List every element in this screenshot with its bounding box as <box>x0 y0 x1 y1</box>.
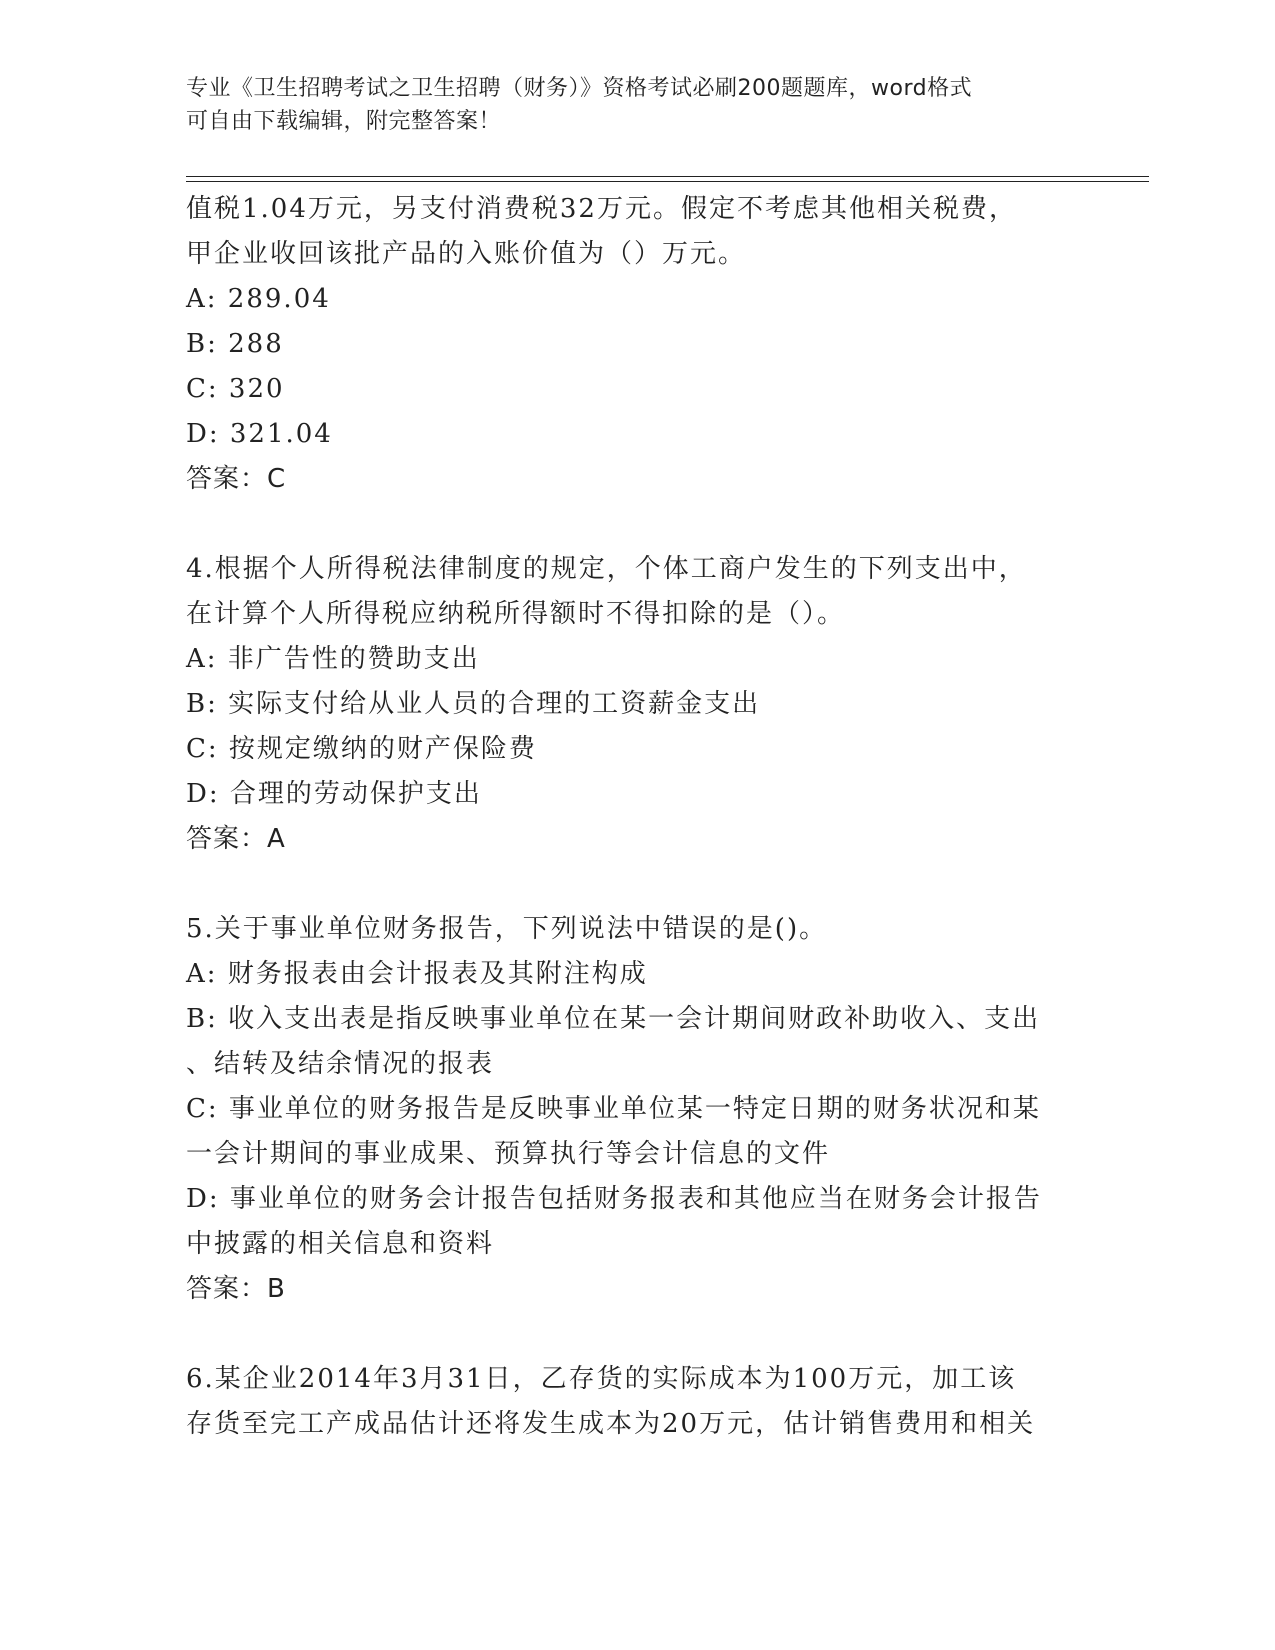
option-c: C: 320 <box>186 374 285 404</box>
option-b: B: 288 <box>186 329 284 359</box>
option-a: A: 财务报表由会计报表及其附注构成 <box>186 959 648 989</box>
question-stem-line: 甲企业收回该批产品的入账价值为（）万元。 <box>186 239 747 269</box>
question-stem-line: 6.某企业2014年3月31日，乙存货的实际成本为100万元，加工该 <box>186 1364 1017 1394</box>
question-stem-line: 5.关于事业单位财务报告，下列说法中错误的是()。 <box>186 914 828 944</box>
answer: 答案：B <box>186 1274 286 1304</box>
question-6 <box>186 1357 1086 1447</box>
option-b: B: 实际支付给从业人员的合理的工资薪金支出 <box>186 689 761 719</box>
option-d: D: 321.04 <box>186 419 333 449</box>
option-b: B: 收入支出表是指反映事业单位在某一会计期间财政补助收入、支出 <box>186 1004 1041 1034</box>
option-c-continued: 一会计期间的事业成果、预算执行等会计信息的文件 <box>186 1139 831 1169</box>
answer: 答案：A <box>186 824 286 854</box>
option-c: C: 按规定缴纳的财产保险费 <box>186 734 537 764</box>
answer: 答案：C <box>186 464 287 494</box>
option-a: A: 非广告性的赞助支出 <box>186 644 480 674</box>
option-d: D: 事业单位的财务会计报告包括财务报表和其他应当在财务会计报告 <box>186 1184 1042 1214</box>
header-line-1: 专业《卫生招聘考试之卫生招聘（财务）》资格考试必刷200题题库，word格式 <box>186 76 973 101</box>
option-d-continued: 中披露的相关信息和资料 <box>186 1229 495 1259</box>
question-stem-line: 4.根据个人所得税法律制度的规定，个体工商户发生的下列支出中， <box>186 554 1027 584</box>
question-stem-line: 在计算个人所得税应纳税所得额时不得扣除的是（）。 <box>186 599 846 629</box>
spacer <box>186 502 1086 547</box>
spacer <box>186 1312 1086 1357</box>
question-stem-line: 值税1.04万元，另支付消费税32万元。假定不考虑其他相关税费， <box>186 194 1017 224</box>
header-divider-bottom <box>186 181 1149 182</box>
header-divider-top <box>186 176 1149 177</box>
question-3 <box>186 187 1086 502</box>
option-a: A: 289.04 <box>186 284 331 314</box>
option-b-continued: 、结转及结余情况的报表 <box>186 1049 495 1079</box>
spacer <box>186 862 1086 907</box>
question-content <box>186 187 1086 1447</box>
document-header <box>186 72 1066 138</box>
header-line-2: 可自由下载编辑，附完整答案！ <box>186 109 502 134</box>
option-c: C: 事业单位的财务报告是反映事业单位某一特定日期的财务状况和某 <box>186 1094 1041 1124</box>
option-d: D: 合理的劳动保护支出 <box>186 779 482 809</box>
question-5 <box>186 907 1086 1312</box>
question-stem-line: 存货至完工产成品估计还将发生成本为20万元，估计销售费用和相关 <box>186 1409 1036 1439</box>
question-4 <box>186 547 1086 862</box>
